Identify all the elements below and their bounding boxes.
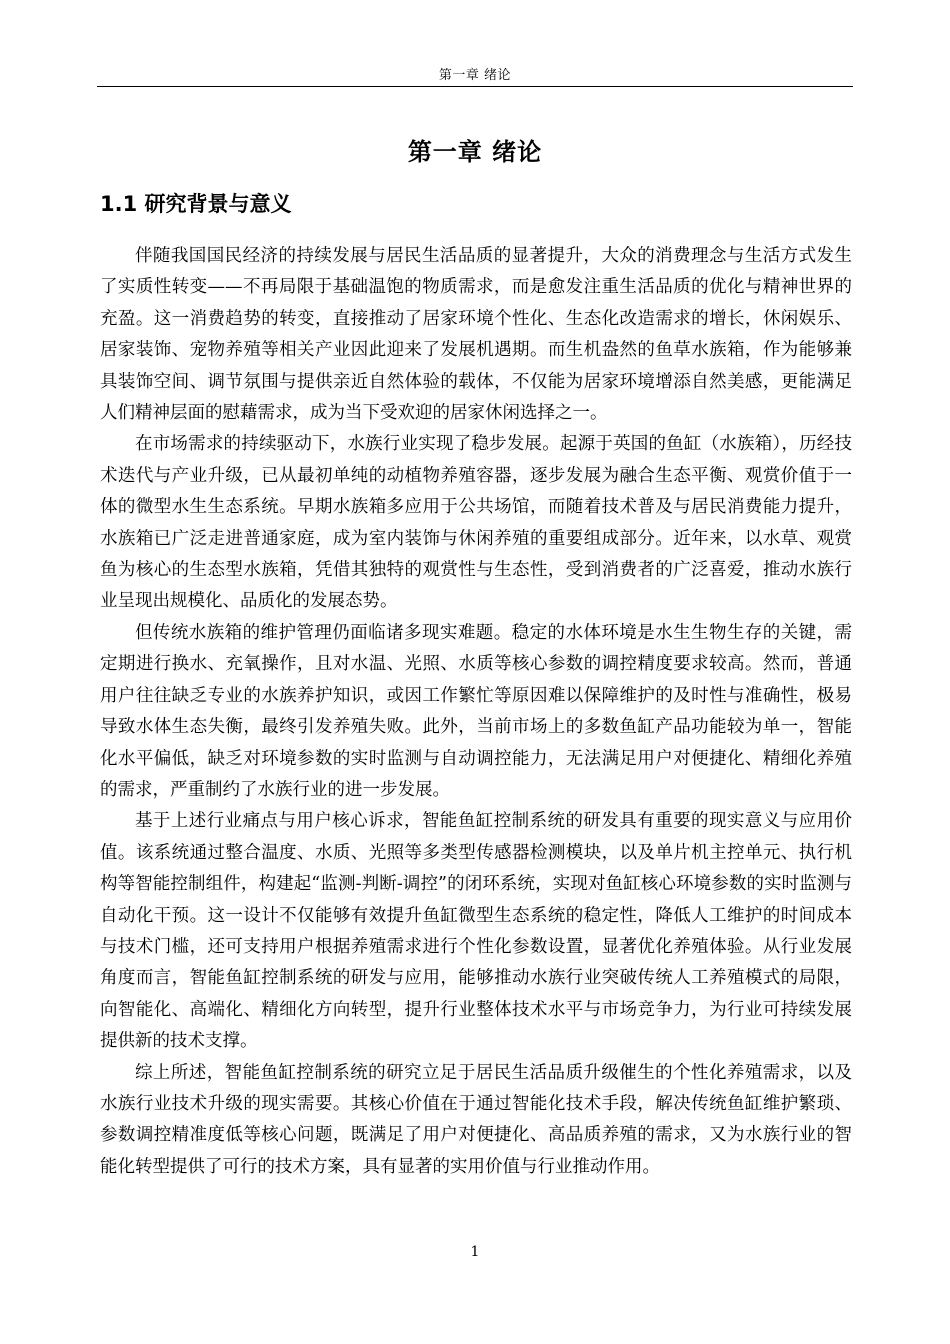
running-header: 第一章 绪论 xyxy=(438,68,512,83)
header-divider xyxy=(97,86,853,87)
body-text xyxy=(100,241,852,1183)
paragraph: 基于上述行业痛点与用户核心诉求，智能鱼缸控制系统的研发具有重要的现实意义与应用价值。该系统通过整合温度、水质、光照等多类型传感器检测模块，以及单片机主控单元、执行机构等智能控制组件，构建起“监测-判断-调控”的闭环系统，实现对鱼缸核心环境参数的实时监测与自动化干预。这一设计不仅能够有效提升鱼缸微型生态系统的稳定性，降低人工维护的时间成本与技术门槛，还可支持用户根据养殖需求进行个性化参数设置，显著优化养殖体验。从行业发展角度而言，智能鱼缸控制系统的研发与应用，能够推动水族行业突破传统人工养殖模式的局限，向智能化、高端化、精细化方向转型，提升行业整体技术水平与市场竞争力，为行业可持续发展提供新的技术支撑。 xyxy=(100,811,852,1052)
paragraph: 但传统水族箱的维护管理仍面临诸多现实难题。稳定的水体环境是水生生物生存的关键，需定期进行换水、充氧操作，且对水温、光照、水质等核心参数的调控精度要求较高。然而，普通用户往往缺乏专业的水族养护知识，或因工作繁忙等原因难以保障维护的及时性与准确性，极易导致水体生态失衡，最终引发养殖失败。此外，当前市场上的多数鱼缸产品功能较为单一，智能化水平偏低，缺乏对环境参数的实时监测与自动调控能力，无法满足用户对便捷化、精细化养殖的需求，严重制约了水族行业的进一步发展。 xyxy=(100,622,852,800)
paragraph: 综上所述，智能鱼缸控制系统的研究立足于居民生活品质升级催生的个性化养殖需求，以及水族行业技术升级的现实需要。其核心价值在于通过智能化技术手段，解决传统鱼缸维护繁琐、参数调控精准度低等核心问题，既满足了用户对便捷化、高品质养殖的需求，又为水族行业的智能化转型提供了可行的技术方案，具有显著的实用价值与行业推动作用。 xyxy=(100,1062,852,1177)
page-number: 1 xyxy=(470,1244,480,1260)
section-heading: 1.1 研究背景与意义 xyxy=(100,192,292,216)
paragraph: 伴随我国国民经济的持续发展与居民生活品质的显著提升，大众的消费理念与生活方式发生了实质性转变——不再局限于基础温饱的物质需求，而是愈发注重生活品质的优化与精神世界的充盈。这一消费趋势的转变，直接推动了居家环境个性化、生态化改造需求的增长，休闲娱乐、居家装饰、宠物养殖等相关产业因此迎来了发展机遇期。而生机盎然的鱼草水族箱，作为能够兼具装饰空间、调节氛围与提供亲近自然体验的载体，不仅能为居家环境增添自然美感，更能满足人们精神层面的慰藉需求，成为当下受欢迎的居家休闲选择之一。 xyxy=(100,246,852,424)
chapter-title: 第一章 绪论 xyxy=(407,138,543,166)
paragraph: 在市场需求的持续驱动下，水族行业实现了稳步发展。起源于英国的鱼缸（水族箱），历经技术迭代与产业升级，已从最初单纯的动植物养殖容器，逐步发展为融合生态平衡、观赏价值于一体的微型水生生态系统。早期水族箱多应用于公共场馆，而随着技术普及与居民消费能力提升，水族箱已广泛走进普通家庭，成为室内装饰与休闲养殖的重要组成部分。近年来，以水草、观赏鱼为核心的生态型水族箱，凭借其独特的观赏性与生态性，受到消费者的广泛喜爱，推动水族行业呈现出规模化、品质化的发展态势。 xyxy=(100,434,852,612)
